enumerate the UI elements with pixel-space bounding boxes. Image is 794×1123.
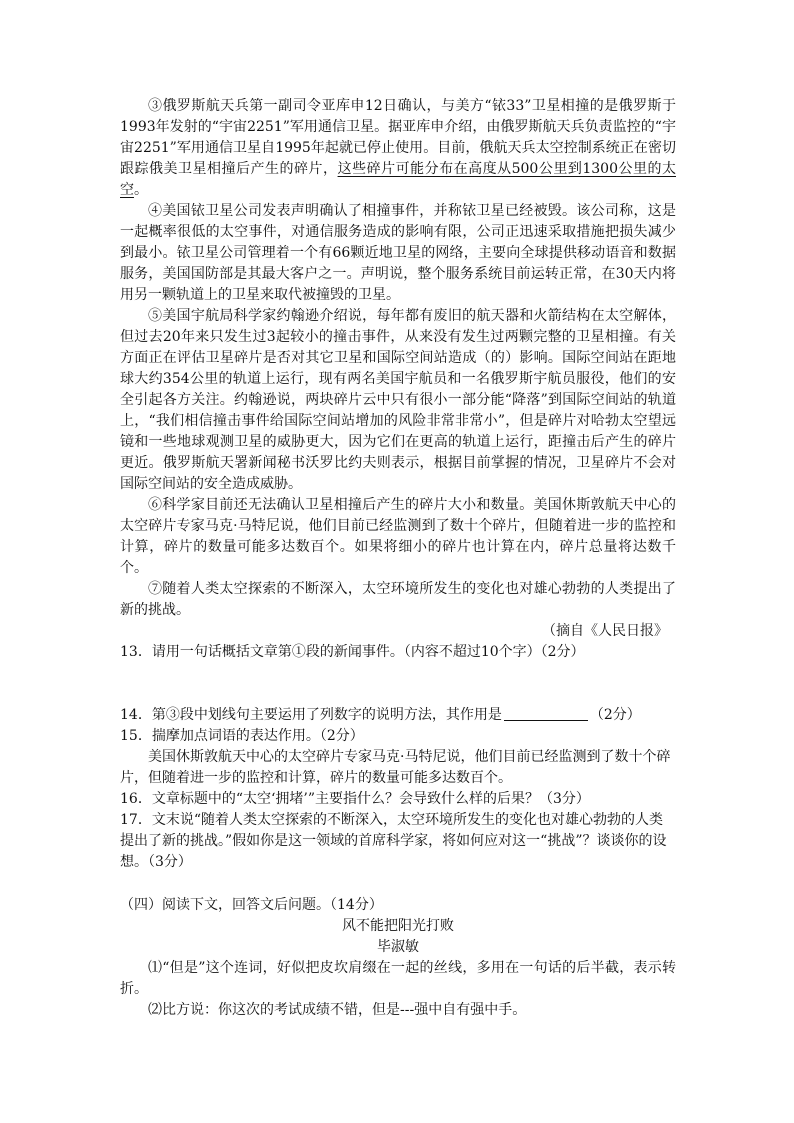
question-14-text: 14．第③段中划线句主要运用了列数字的说明方法，其作用是 — [120, 707, 502, 723]
paragraph-6: ⑥科学家目前还无法确认卫星相撞后产生的碎片大小和数量。美国休斯敦航天中心的太空碎片专家马克·马特尼说，他们目前已经监测到了数十个碎片，但随着进一步的监控和计算，碎片的数量可能多达数百个。如果将细小的碎片也计算在内，碎片总量将达数千个。 — [120, 497, 676, 576]
paragraph-3-text: ③俄罗斯航天兵第一副司令亚库申12日确认，与美方“铱33”卫星相撞的是俄罗斯于1993年发射的“宇宙2251”军用通信卫星。据亚库申介绍，由俄罗斯航天兵负责监控的“宇宙2251”军用通信卫星自1995年起就已停止使用。目前，俄航天兵太空控制系统正在密切跟踪俄美卫星相撞后产生的碎片， — [120, 98, 676, 177]
question-15: 15．揣摩加点词语的表达作用。（2分） — [120, 728, 364, 744]
question-14 — [120, 705, 676, 726]
answer-space-17 — [120, 873, 676, 895]
paragraph-7: ⑦随着人类太空探索的不断深入，太空环境所发生的变化也对雄心勃勃的人类提出了新的挑战。 — [120, 581, 676, 618]
section-4-heading: （四）阅读下文，回答文后问题。（14分） — [120, 897, 383, 913]
document-page — [120, 96, 676, 1021]
paragraph-3 — [120, 96, 676, 201]
source-citation: （摘自《人民日报》 — [542, 623, 668, 639]
paragraph-5: ⑤美国宇航局科学家约翰逊介绍说，每年都有废旧的航天器和火箭结构在太空解体，但过去20年来只发生过3起较小的撞击事件，从来没有发生过两颗完整的卫星相撞。有关方面正在评估卫星碎片是否对其它卫星和国际空间站造成（的）影响。国际空间站在距地球大约354公里的轨道上运行，现有两名美国宇航员和一名俄罗斯宇航员服役，他们的安全引起各方关注。约翰逊说，两块碎片云中只有很小一部分能“降落”到国际空间站的轨道上，“我们相信撞击事件给国际空间站增加的风险非常非常小”，但是碎片对哈勃太空望远镜和一些地球观测卫星的威胁更大，因为它们在更高的轨道上运行，距撞击后产生的碎片更近。俄罗斯航天署新闻秘书沃罗比约夫则表示，根据目前掌握的情况，卫星碎片不会对国际空间站的安全造成威胁。 — [120, 308, 676, 492]
essay-paragraph-1: ⑴“但是”这个连词，好似把皮坎肩缀在一起的丝线，多用在一句话的后半截，表示转折。 — [120, 960, 676, 997]
question-14-score: （2分） — [589, 707, 641, 723]
essay-author: 毕淑敏 — [377, 939, 419, 955]
underlined-sentence: 这些碎片可能分布在高度从500公里到1300公里的太空 — [120, 161, 676, 198]
paragraph-4: ④美国铱卫星公司发表声明确认了相撞事件，并称铱卫星已经被毁。该公司称，这是一起概率很低的太空事件，对通信服务造成的影响有限，公司正迅速采取措施把损失减少到最小。铱卫星公司管理着一个有66颗近地卫星的网络，主要向全球提供移动语音和数据服务，美国国防部是其最大客户之一。声明说，整个服务系统目前运转正常，在30天内将用另一颗轨道上的卫星来取代被撞毁的卫星。 — [120, 203, 676, 303]
paragraph-3-end: 。 — [134, 182, 148, 198]
answer-blank-14[interactable] — [504, 706, 588, 721]
question-15-quote: 美国休斯敦航天中心的太空碎片专家马克·马特尼说，他们目前已经监测到了数十个碎片，但随着进一步的监控和计算，碎片的数量可能多达数百个。 — [120, 749, 671, 786]
essay-title: 风不能把阳光打败 — [342, 918, 454, 934]
question-13: 13．请用一句话概括文章第①段的新闻事件。（内容不超过10个字）（2分） — [120, 644, 585, 660]
question-17: 17．文末说“随着人类太空探索的不断深入，太空环境所发生的变化也对雄心勃勃的人类提出了新的挑战。”假如你是这一领域的首席科学家，将如何应对这一“挑战”？谈谈你的设想。（3分） — [120, 812, 667, 870]
question-16: 16．文章标题中的“太空‘拥堵’”主要指什么？会导致什么样的后果？（3分） — [120, 791, 590, 807]
essay-paragraph-2: ⑵比方说：你这次的考试成绩不错，但是---强中自有强中手。 — [148, 1002, 527, 1018]
answer-space-13 — [120, 663, 676, 705]
